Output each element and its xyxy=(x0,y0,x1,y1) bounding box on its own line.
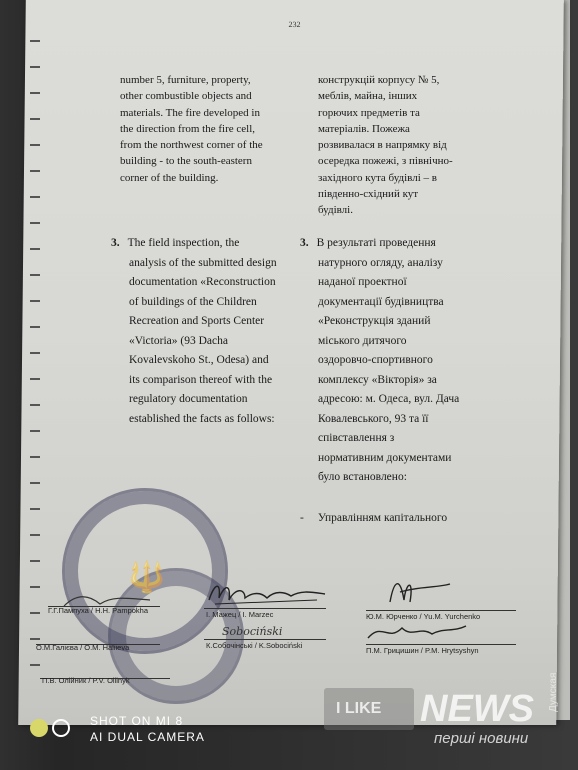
section3-ua-line xyxy=(300,312,496,332)
watermark-brand-pre: I LIKE xyxy=(336,700,382,717)
left-column-line: corner of the building. xyxy=(120,171,219,184)
section3-ua-text: В результаті проведення xyxy=(316,237,436,249)
right-column-line: західного кута будівлі – в xyxy=(318,171,437,184)
right-column-line: будівлі. xyxy=(318,204,353,217)
section3-en-line xyxy=(111,371,283,391)
signature-name-hrytsyshyn: П.М. Грицишин / P.M. Hrytsyshyn xyxy=(366,646,479,655)
section3-en-text: «Victoria» (93 Dacha xyxy=(129,334,228,347)
bullet-dash: - xyxy=(300,512,304,524)
right-column-line: матеріалів. Пожежа xyxy=(318,122,410,135)
left-column-top xyxy=(120,72,270,186)
section3-en-text: regulatory documentation xyxy=(129,393,248,405)
section3-en-text: established the facts as follows: xyxy=(129,412,275,425)
signature-hrytsyshyn-scribble xyxy=(362,618,472,646)
section-3-english xyxy=(111,234,283,429)
section3-ua-line xyxy=(300,273,496,293)
signature-line-sobocinski xyxy=(204,639,326,640)
section3-ua-text: нормативним документами xyxy=(318,451,452,464)
camera-model-text: SHOT ON MI 8 xyxy=(90,714,184,728)
section3-ua-text: адресою: м. Одеса, вул. Дача xyxy=(318,393,460,405)
section3-ua-line xyxy=(300,293,496,313)
section3-ua-text: Ковалевського, 93 та її xyxy=(318,412,429,425)
signature-name-oliinyk: П.В. Олійник / P.V. Oliinyk xyxy=(42,676,130,685)
section3-ua-text: «Реконструкція зданий xyxy=(318,315,431,327)
section3-ua-line xyxy=(300,351,496,371)
section-number: 3. xyxy=(300,237,309,249)
section3-en-text: Kovalevskoho St., Odesa) and xyxy=(129,354,269,366)
signature-line-marzec xyxy=(204,608,326,609)
section3-ua-text: співставлення з xyxy=(318,432,395,444)
camera-lens-icon xyxy=(30,719,48,737)
left-column-line: materials. The fire developed in xyxy=(120,106,260,119)
right-column-line: розвивалася в напрямку від xyxy=(318,139,447,152)
right-column-line: меблів, майна, інших xyxy=(318,90,418,103)
signature-yurchenko-scribble xyxy=(380,572,460,612)
section3-ua-line xyxy=(300,332,496,352)
section3-en-line xyxy=(111,351,283,371)
section3-en-text: The field inspection, the xyxy=(127,237,240,249)
right-column-line: конструкцій корпусу № 5, xyxy=(318,74,440,86)
section3-en-text: its comparison thereof with the xyxy=(129,373,273,386)
right-column-line: південно-східний кут xyxy=(318,188,419,201)
section3-ua-line xyxy=(300,429,496,449)
section3-en-line xyxy=(111,234,283,254)
signature-name-marzec: І. Мажец / I. Marzec xyxy=(206,610,274,619)
watermark-subtitle: перші новини xyxy=(434,730,529,747)
camera-feature-text: AI DUAL CAMERA xyxy=(90,730,205,744)
signature-name-halieva: О.М.Галієва / О.М. Halіieva xyxy=(36,643,130,652)
bullet-item xyxy=(300,512,447,524)
section3-ua-line xyxy=(300,390,496,410)
section3-ua-line xyxy=(300,410,496,430)
signature-name-yurchenko: Ю.М. Юрченко / Yu.M. Yurchenko xyxy=(366,612,481,621)
section3-en-text: analysis of the submitted design xyxy=(129,256,277,269)
bullet-text: Управлінням капітального xyxy=(317,512,448,524)
signature-line-hrytsyshyn xyxy=(366,644,516,645)
camera-lens-icon-2 xyxy=(52,719,70,737)
section3-ua-text: міського дитячого xyxy=(318,334,407,347)
signature-line-yurchenko xyxy=(366,610,516,611)
signature-marzec-scribble xyxy=(205,578,330,610)
section3-en-line xyxy=(111,312,283,332)
left-column-line: building - to the south-eastern xyxy=(120,155,252,168)
right-column-top xyxy=(318,72,468,219)
section3-ua-text: наданої проектної xyxy=(318,276,407,288)
section-3-ukrainian xyxy=(300,234,496,488)
section3-ua-text: документації будівництва xyxy=(318,295,444,308)
section3-ua-line xyxy=(300,371,496,391)
section3-en-line xyxy=(111,332,283,352)
right-column-line: осередка пожежі, з північно- xyxy=(318,155,453,168)
left-column-line: number 5, furniture, property, xyxy=(120,74,251,86)
section3-ua-text: було встановлено: xyxy=(318,471,407,483)
section3-en-line xyxy=(111,390,283,410)
watermark-side: Думская xyxy=(548,672,559,712)
section3-en-line xyxy=(111,254,283,274)
section3-ua-text: оздоровчо-спортивного xyxy=(318,354,433,366)
section3-en-text: Recreation and Sports Center xyxy=(129,315,265,327)
section3-en-line xyxy=(111,410,283,430)
section3-ua-text: комплексу «Вікторія» за xyxy=(318,373,437,386)
binding-staples xyxy=(30,40,46,680)
section3-en-line xyxy=(111,293,283,313)
left-column-line: the direction from the fire cell, xyxy=(120,122,255,135)
section3-en-line xyxy=(111,273,283,293)
watermark-brand-main: NEWS xyxy=(420,688,534,730)
section3-ua-line xyxy=(300,254,496,274)
signature-name-pampukha: Г.Г.Пампуха / H.H. Pampokha xyxy=(48,606,149,615)
page-number: 232 xyxy=(288,20,301,29)
section3-ua-line xyxy=(300,449,496,469)
section-number: 3. xyxy=(111,237,120,249)
section3-en-text: documentation «Reconstruction xyxy=(129,276,276,288)
section3-ua-line xyxy=(300,468,496,488)
right-column-line: горючих предметів та xyxy=(318,106,420,119)
trident-emblem-icon: 🔱 xyxy=(128,561,166,594)
left-column-line: other combustible objects and xyxy=(120,90,252,103)
signature-name-sobocinski: К.Собочінські / K.Sobociński xyxy=(206,641,303,650)
signature-sobocinski-handwritten: Sobociński xyxy=(222,625,283,638)
section3-ua-text: натурного огляду, аналізу xyxy=(318,256,443,269)
section3-ua-line xyxy=(300,234,496,254)
left-column-line: from the northwest corner of the xyxy=(120,139,263,152)
section3-en-text: of buildings of the Children xyxy=(129,295,257,308)
